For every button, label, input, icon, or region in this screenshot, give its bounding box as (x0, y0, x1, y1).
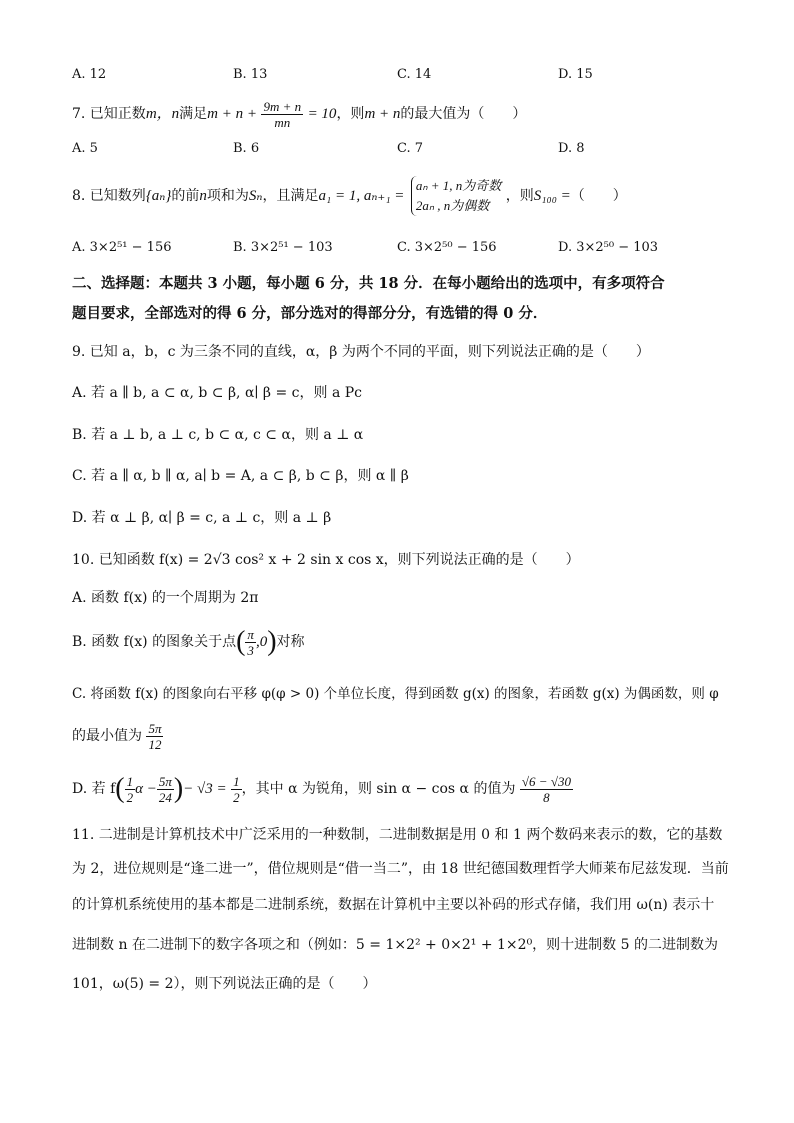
q10-d-prefix: D. 若 f (72, 781, 116, 797)
q10-d-f3-den: 2 (233, 789, 240, 805)
q10-d-f3-num: 1 (233, 773, 240, 789)
q8-prefix: 8. 已知数列 (72, 188, 146, 204)
q8-mid1: 的前 (171, 188, 200, 204)
section-2-heading-line-2: 题目要求，全部选对的得 6 分，部分选对的得部分分，有选错的得 0 分． (72, 305, 548, 322)
q10-d-tail: ，其中 α 为锐角，则 sin α − cos α 的值为 (241, 781, 516, 797)
q8-cond: a₁ = 1, aₙ₊₁ = (318, 188, 405, 204)
q8-option-d: D. 3×2⁵⁰ − 103 (558, 240, 659, 255)
question-8-stem (72, 174, 627, 218)
q10-c-fraction (146, 721, 163, 752)
q10-d-alpha: α − (135, 781, 157, 797)
q10-b-fraction (245, 627, 256, 658)
q10-option-d: D. 若 f( $\frac{1}{2}$ α − $\frac{5\pi}{24}$ )− √3 = $\frac{1}{2}$ ，其中 α 为锐角，则 sin α − cos α 的值为 $\frac{√6 - √30}{8}$ (72, 773, 571, 805)
question-11-line-1: 11. 二进制是计算机技术中广泛采用的一种数制，二进制数据是用 0 和 1 两个数码来表示的数，它的基数 (72, 827, 723, 843)
q10-d-frac-4 (520, 774, 573, 805)
q7-option-b: B. 6 (233, 141, 260, 156)
question-11-line-4: 进制数 n 在二进制下的数字各项之和（例如：5 = 1×2² + 0×2¹ + 1×2⁰，则十进制数 5 的二进制数为 (72, 937, 718, 953)
q6-option-c: C. 14 (397, 67, 432, 82)
q10-option-c-line-2 (72, 716, 163, 756)
q8-piecewise (411, 176, 501, 216)
q9-option-c: C. 若 a ∥ α, b ∥ α, a∣ b = A, a ⊂ β, b ⊂ β，则 α ∥ β (72, 468, 409, 484)
q8-case-2: 2aₙ , n为偶数 (415, 198, 490, 213)
q7-frac-den: mn (274, 114, 291, 130)
q8-option-b: B. 3×2⁵¹ − 103 (233, 240, 333, 255)
section-2-heading-line-1: 二、选择题：本题共 3 小题，每小题 6 分，共 18 分．在每小题给出的选项中，有多项符合 (72, 275, 665, 292)
q9-option-b: B. 若 a ⊥ b, a ⊥ c, b ⊂ α, c ⊂ α，则 a ⊥ α (72, 427, 364, 443)
q7-lhs: m + n + (207, 106, 257, 122)
q7-tail-a: ，则 (336, 106, 365, 122)
q6-option-a: A. 12 (72, 67, 107, 82)
q7-option-d: D. 8 (558, 141, 585, 156)
q7-mid: 满足 (179, 106, 208, 122)
q8-option-a: A. 3×2⁵¹ − 156 (72, 240, 172, 255)
q9-option-d: D. 若 α ⊥ β, α∣ β = c, a ⊥ c，则 a ⊥ β (72, 510, 332, 526)
q10-c-den: 12 (148, 736, 162, 752)
q10-d-frac-3 (231, 774, 242, 805)
q8-n: n (199, 188, 207, 204)
q10-d-mid: − √3 = (183, 781, 227, 797)
q8-mid3: ，且满足 (262, 188, 319, 204)
q10-d-f2-den: 24 (158, 789, 172, 805)
q10-b-tail: 对称 (276, 634, 305, 650)
q10-b-den: 3 (247, 642, 254, 658)
q10-option-c-line-1: C. 将函数 f(x) 的图象向右平移 φ(φ > 0) 个单位长度，得到函数 g(x) 的图象，若函数 g(x) 为偶函数，则 φ (72, 686, 719, 702)
q7-rhs: = 10 (307, 106, 337, 122)
question-11-line-2: 为 2，进位规则是“逢二进一”，借位规则是“借一当二”，由 18 世纪德国数理哲学大师莱布尼兹发现．当前 (72, 861, 729, 877)
q10-d-frac-2 (157, 774, 174, 805)
q7-frac-num: 9m + n (263, 98, 302, 114)
q7-vars: m，n (145, 106, 180, 122)
q8-option-c: C. 3×2⁵⁰ − 156 (397, 240, 497, 255)
q7-prefix: 7. 已知正数 (72, 106, 146, 122)
q8-case-1: aₙ + 1, n为奇数 (415, 178, 502, 193)
q10-c-num: 5π (148, 720, 162, 736)
q10-d-f4-den: 8 (543, 789, 550, 805)
question-11-line-5: 101，ω(5) = 2），则下列说法正确的是（ ） (72, 976, 377, 992)
q10-b-num: π (247, 626, 254, 642)
question-10-stem: 10. 已知函数 f(x) = 2√3 cos² x + 2 sin x cos x，则下列说法正确的是（ ） (72, 552, 580, 568)
q10-option-a: A. 函数 f(x) 的一个周期为 2π (72, 590, 259, 606)
q6-option-d: D. 15 (558, 67, 593, 82)
q9-option-a: A. 若 a ∥ b, a ⊂ α, b ⊂ β, α∣ β = c，则 a Pc (72, 385, 363, 401)
q7-tail-b: 的最大值为（ ） (400, 106, 527, 122)
q10-b-prefix: B. 函数 f(x) 的图象关于点 (72, 634, 237, 650)
question-11-line-3: 的计算机系统使用的基本都是二进制系统，数据在计算机中主要以补码的形式存储，我们用 ω(n) 表示十 (72, 897, 715, 913)
question-7-stem (72, 96, 526, 132)
q8-tail-a: ，则 (505, 188, 534, 204)
q7-expr: m + n (364, 106, 401, 122)
q10-b-post: ,0 (255, 634, 268, 650)
q10-c-prefix: 的最小值为 (72, 728, 142, 744)
q8-sn: Sₙ (248, 188, 263, 204)
q10-option-b: B. 函数 f(x) 的图象关于点( $\frac{\pi}{3}$ ,0)对称 (72, 626, 305, 658)
q8-tail-b: （ ） (570, 188, 627, 204)
q7-option-c: C. 7 (397, 141, 424, 156)
q10-d-f2-num: 5π (158, 773, 172, 789)
q10-d-f4-num: √6 − √30 (521, 773, 571, 789)
q7-fraction (261, 99, 303, 130)
q10-d-f1-den: 2 (126, 789, 134, 805)
q10-d-frac-1 (125, 774, 136, 805)
q10-d-f1-num: 1 (126, 773, 134, 789)
q6-option-b: B. 13 (233, 67, 268, 82)
q8-seq: {aₙ} (145, 188, 172, 204)
q7-option-a: A. 5 (72, 141, 98, 156)
question-9-stem: 9. 已知 a，b，c 为三条不同的直线，α，β 为两个不同的平面，则下列说法正确的是（ ） (72, 344, 650, 360)
q8-s100: S₁₀₀ = (533, 188, 571, 204)
q8-mid2: 项和为 (206, 188, 249, 204)
